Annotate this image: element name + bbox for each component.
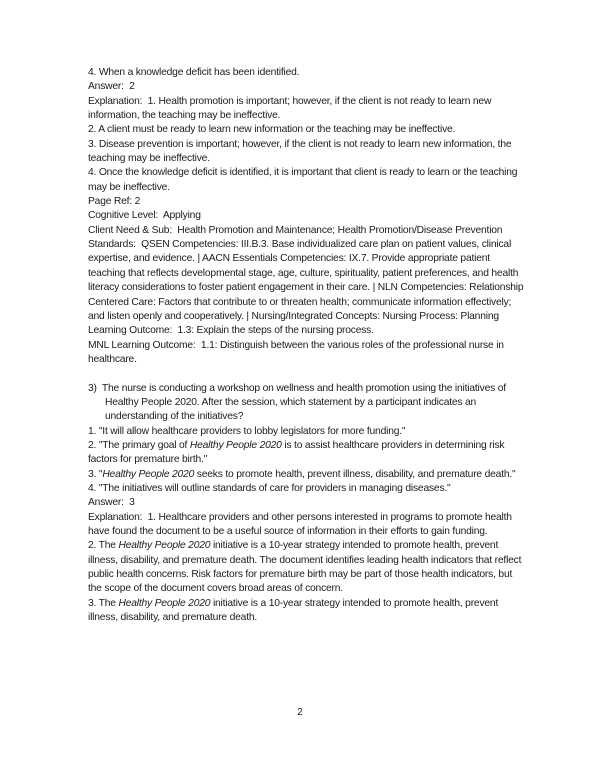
question3-option-4 — [88, 482, 524, 496]
text-run: Learning Outcome: 1.3: Explain the steps of the nursing process. — [88, 325, 374, 337]
text-run: Answer: 3 — [88, 497, 135, 509]
text-run: Cognitive Level: Applying — [88, 210, 201, 222]
text-run: Explanation: 1. Healthcare providers and other persons interested in programs to promote health have found the document to be a useful source of information in their efforts to gain funding. — [88, 511, 515, 537]
text-run: 3. Disease prevention is important; however, if the client is not ready to learn new information, the teaching may be ineffective. — [88, 138, 515, 165]
prev-question-explanation-1 — [88, 95, 524, 124]
question3-option-1 — [88, 425, 524, 439]
italic-text-run: Healthy People 2020 — [102, 468, 195, 480]
text-run: 4. When a knowledge deficit has been identified. — [88, 67, 300, 78]
blank-line — [88, 367, 524, 381]
document-body — [88, 66, 527, 625]
italic-text-run: Healthy People 2020 — [118, 540, 211, 552]
prev-question-standards — [88, 238, 527, 324]
text-run: 2. A client must be ready to learn new information or the teaching may be ineffective. — [88, 124, 456, 136]
text-run: The nurse is conducting a workshop on wellness and health promotion using the initiatives of Healthy People 2020. After the session, which statement by a participant indicates an understanding of the initiatives? — [96, 382, 509, 423]
text-run: 1. "It will allow healthcare providers to lobby legislators for more funding." — [88, 425, 406, 437]
question3-stem — [88, 382, 524, 425]
prev-question-client-need — [88, 224, 524, 238]
text-run: Standards: QSEN Competencies: III.B.3. Base individualized care plan on patient values, clinical expertise, and evidence. | AACN Essentials Competencies: IX.7. Provide appropriate patient teaching that reflects developmental stage, age, culture, spirituality, patient preferences, and health literacy considerations to foster patient engagement in their care. | NLN Competencies: Relationship Centered Care: Factors that contribute to or threaten health; communicate information effectively; and listen openly and cooperatively. | Nursing/Integrated Concepts: Nursing Process: Planning — [88, 239, 527, 322]
text-run: initiative is a 10-year strategy intended to promote health, prevent illness, disability, and premature death. The document identifies leading health indicators that reflect public health concerns. Risk factors for premature birth may be part of those health indicators, but the scope of the document covers broad areas of concern. — [88, 540, 524, 595]
question3-explanation-3 — [88, 597, 524, 626]
italic-text-run: Healthy People 2020 — [189, 439, 282, 451]
text-run: 2. The — [88, 540, 119, 552]
prev-question-learning-outcome — [88, 324, 524, 338]
text-run: Answer: 2 — [88, 81, 135, 93]
text-run: 3. The — [88, 597, 119, 609]
page-number: 2 — [297, 707, 303, 718]
question3-explanation-1 — [88, 511, 524, 540]
question3-option-2 — [88, 439, 524, 468]
question3-answer — [88, 496, 524, 510]
text-run: MNL Learning Outcome: 1.1: Distinguish between the various roles of the professional nurse in healthcare. — [88, 339, 507, 365]
text-run: seeks to promote health, prevent illness, disability, and premature death." — [194, 468, 516, 480]
question3-explanation-2 — [88, 539, 524, 596]
text-run: 4. "The initiatives will outline standards of care for providers in managing diseases." — [88, 482, 451, 494]
italic-text-run: Healthy People 2020 — [118, 597, 211, 609]
prev-question-mnl-learning-outcome — [88, 339, 524, 368]
text-run: 3. " — [88, 468, 103, 480]
prev-question-cognitive-level — [88, 209, 524, 223]
prev-question-option-4 — [88, 66, 524, 80]
text-run: Page Ref: 2 — [88, 196, 141, 208]
prev-question-page-ref — [88, 195, 524, 209]
prev-question-explanation-4 — [88, 166, 524, 195]
prev-question-explanation-2 — [88, 123, 524, 137]
text-run: is to assist healthcare providers in determining risk factors for premature birth." — [88, 439, 508, 466]
text-run: 3) — [88, 382, 97, 394]
question3-option-3 — [88, 468, 524, 482]
text-run: 2. "The primary goal of — [88, 439, 190, 451]
prev-question-answer — [88, 80, 524, 94]
text-run: Client Need & Sub: Health Promotion and Maintenance; Health Promotion/Disease Prevention — [88, 224, 503, 236]
text-run: Explanation: 1. Health promotion is important; however, if the client is not ready to learn new information, the teaching may be ineffective. — [88, 95, 494, 122]
text-run: initiative is a 10-year strategy intended to promote health, prevent illness, disability, and premature death. — [88, 597, 501, 624]
prev-question-explanation-3 — [88, 138, 524, 167]
text-run: 4. Once the knowledge deficit is identified, it is important that client is ready to learn or the teaching may be ineffective. — [88, 167, 520, 193]
